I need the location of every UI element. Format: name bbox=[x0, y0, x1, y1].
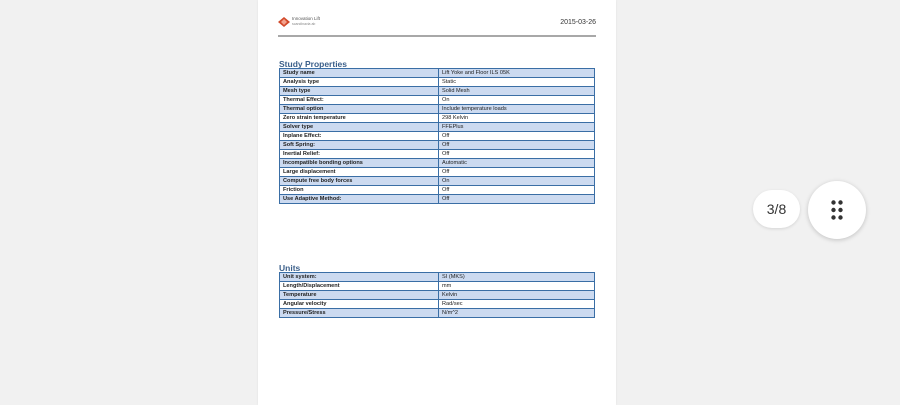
section-title-study-properties: Study Properties bbox=[279, 59, 348, 69]
property-value: Solid Mesh bbox=[439, 87, 595, 96]
property-key: Inertial Relief: bbox=[280, 150, 439, 159]
study-properties-table bbox=[279, 68, 595, 204]
property-value: Off bbox=[439, 141, 595, 150]
table-row bbox=[280, 132, 595, 141]
table-row bbox=[280, 123, 595, 132]
property-value: On bbox=[439, 177, 595, 186]
property-key: Use Adaptive Method: bbox=[280, 195, 439, 204]
table-row bbox=[280, 186, 595, 195]
table-row bbox=[280, 78, 595, 87]
table-row bbox=[280, 309, 595, 318]
property-value: Static bbox=[439, 78, 595, 87]
property-value: Automatic bbox=[439, 159, 595, 168]
property-key: Mesh type bbox=[280, 87, 439, 96]
logo-name: Innovation Lift bbox=[292, 16, 321, 21]
property-value: Kelvin bbox=[439, 291, 595, 300]
property-key: Friction bbox=[280, 186, 439, 195]
table-row bbox=[280, 168, 595, 177]
property-key: Thermal Effect: bbox=[280, 96, 439, 105]
section-title-units: Units bbox=[279, 263, 301, 273]
property-key: Zero strain temperature bbox=[280, 114, 439, 123]
header-divider bbox=[278, 35, 596, 37]
grid-dots-icon bbox=[831, 200, 843, 220]
property-value: Off bbox=[439, 195, 595, 204]
table-row bbox=[280, 159, 595, 168]
property-key: Unit system: bbox=[280, 273, 439, 282]
property-value: Off bbox=[439, 168, 595, 177]
company-logo bbox=[278, 16, 338, 30]
table-row bbox=[280, 69, 595, 78]
property-value: Off bbox=[439, 150, 595, 159]
table-row bbox=[280, 195, 595, 204]
table-row bbox=[280, 150, 595, 159]
table-row bbox=[280, 87, 595, 96]
property-key: Soft Spring: bbox=[280, 141, 439, 150]
property-value: Off bbox=[439, 132, 595, 141]
property-key: Temperature bbox=[280, 291, 439, 300]
property-key: Angular velocity bbox=[280, 300, 439, 309]
property-value: FFEPlus bbox=[439, 123, 595, 132]
page-header bbox=[278, 16, 596, 30]
logo-subtitle: scandinavia ab bbox=[292, 22, 316, 26]
page-counter[interactable]: 3/8 bbox=[753, 190, 800, 228]
table-row bbox=[280, 105, 595, 114]
property-value: mm bbox=[439, 282, 595, 291]
property-key: Solver type bbox=[280, 123, 439, 132]
table-row bbox=[280, 114, 595, 123]
units-table bbox=[279, 272, 595, 318]
property-key: Large displacement bbox=[280, 168, 439, 177]
table-row bbox=[280, 273, 595, 282]
table-row bbox=[280, 291, 595, 300]
table-row bbox=[280, 177, 595, 186]
table-row bbox=[280, 282, 595, 291]
property-key: Analysis type bbox=[280, 78, 439, 87]
page-grid-menu-button[interactable] bbox=[808, 181, 866, 239]
property-value: Lift Yoke and Floor ILS 05K bbox=[439, 69, 595, 78]
property-key: Inplane Effect: bbox=[280, 132, 439, 141]
property-value: N/m^2 bbox=[439, 309, 595, 318]
table-row bbox=[280, 300, 595, 309]
table-row bbox=[280, 96, 595, 105]
document-page bbox=[258, 0, 616, 405]
property-value: On bbox=[439, 96, 595, 105]
property-value: Off bbox=[439, 186, 595, 195]
property-value: Rad/sec bbox=[439, 300, 595, 309]
property-key: Compute free body forces bbox=[280, 177, 439, 186]
property-value: SI (MKS) bbox=[439, 273, 595, 282]
property-key: Incompatible bonding options bbox=[280, 159, 439, 168]
table-row bbox=[280, 141, 595, 150]
property-key: Pressure/Stress bbox=[280, 309, 439, 318]
document-date: 2015-03-26 bbox=[560, 19, 596, 26]
property-key: Length/Displacement bbox=[280, 282, 439, 291]
property-key: Thermal option bbox=[280, 105, 439, 114]
property-value: Include temperature loads bbox=[439, 105, 595, 114]
property-value: 298 Kelvin bbox=[439, 114, 595, 123]
logo-mark-icon bbox=[278, 17, 290, 27]
property-key: Study name bbox=[280, 69, 439, 78]
